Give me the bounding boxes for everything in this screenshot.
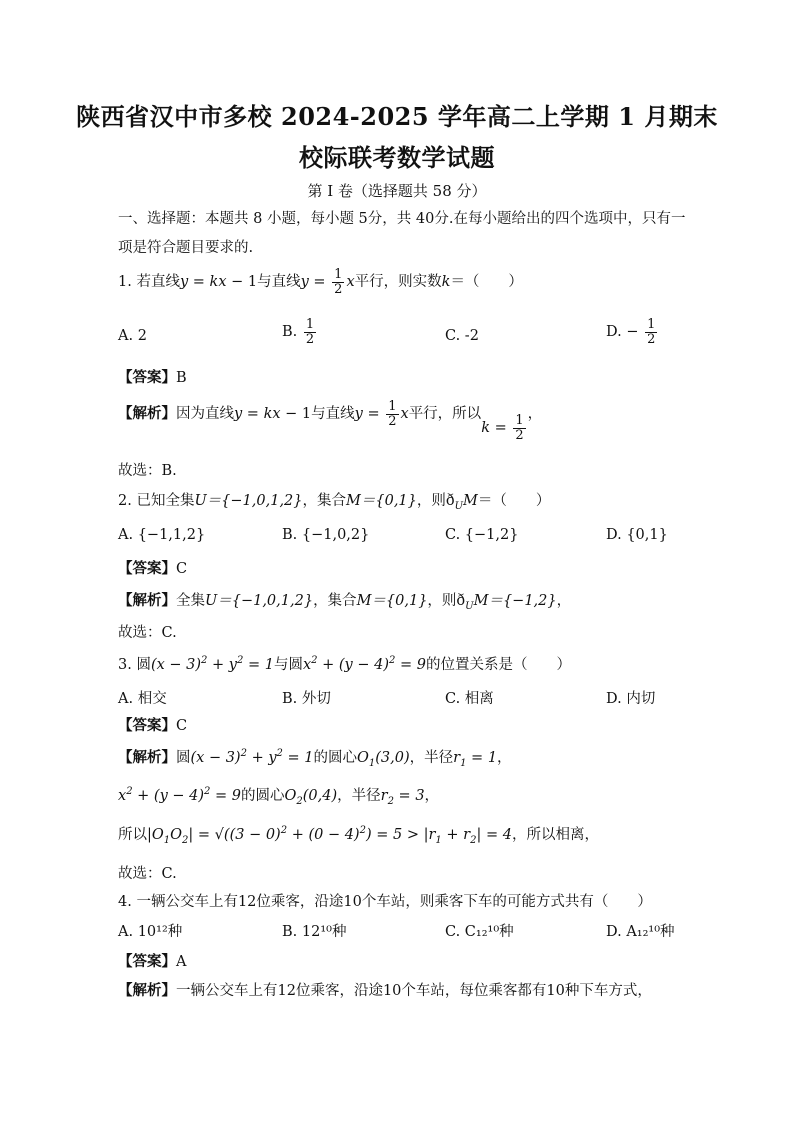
- analysis-text: ，半径: [409, 750, 454, 766]
- q1-option-a: A. 2: [118, 328, 147, 344]
- math-expression: kx: [263, 406, 281, 423]
- q2-option-d: D. {0,1}: [606, 527, 668, 543]
- math-expression: x: [346, 274, 355, 291]
- q3-option-d: D. 内切: [606, 691, 656, 707]
- distance-expression: $|O_1O_2| = √((3 - 0)^2 + (0 - 4)^2) = 5 > |r_1 + r_2| = 4$: [147, 825, 512, 846]
- analysis-result: ＝{−1,2}: [488, 593, 557, 609]
- question-text: 圆: [136, 657, 151, 673]
- question-3-stem: [118, 653, 571, 674]
- question-text: 若直线: [136, 274, 180, 291]
- q3-analysis-line1: [118, 746, 512, 769]
- analysis-text: ，所以相离，: [511, 827, 599, 843]
- analysis-text: 平行，所以: [408, 406, 482, 423]
- analysis-text: ，集合: [313, 593, 357, 609]
- q3-analysis-line3: [118, 823, 599, 846]
- circle-2-equation: $x^2 + (y - 4)^2 = 9$: [302, 655, 426, 673]
- question-4-stem: [118, 890, 652, 911]
- analysis-label: 【解析】: [118, 982, 176, 999]
- analysis-label: 【解析】: [118, 405, 176, 423]
- set-m-expression: M＝{0,1}: [356, 593, 428, 609]
- analysis-text: 所以: [118, 827, 147, 843]
- answer-value: C: [176, 561, 188, 577]
- question-text: 一辆公交车上有12位乘客，沿途10个车站，则乘客下车的可能方式共有（ ）: [136, 894, 652, 910]
- answer-label: 【答案】: [118, 953, 176, 970]
- question-number: 4.: [118, 894, 132, 910]
- question-text: 已知全集: [136, 493, 195, 509]
- set-m-expression: M＝{0,1}: [346, 493, 417, 509]
- q3-option-b: B. 外切: [282, 691, 331, 707]
- circle-1-equation: $(x - 3)^2 + y^2 = 1$: [190, 748, 314, 766]
- complement-expression: $ð_UM$: [456, 593, 489, 612]
- answer-label: 【答案】: [118, 369, 176, 386]
- question-number: 3.: [118, 657, 132, 673]
- q2-analysis: [118, 589, 571, 612]
- math-expression: k = $\frac{1}{2}$: [481, 413, 524, 443]
- question-2-stem: [118, 489, 550, 512]
- math-expression: y: [179, 274, 189, 291]
- math-expression: kx: [209, 274, 227, 291]
- q4-option-b: B. 12¹⁰种: [282, 924, 347, 940]
- question-number: 2.: [118, 493, 132, 509]
- analysis-text: ，: [556, 593, 572, 609]
- analysis-text: ，: [527, 406, 543, 423]
- q3-option-a: A. 相交: [118, 691, 167, 707]
- exam-title-line1: 陕西省汉中市多校 2024-2025 学年高二上学期 1 月期末: [76, 102, 718, 131]
- q2-answer: [118, 557, 187, 578]
- q4-option-d: D. A₁₂¹⁰种: [606, 924, 675, 940]
- q1-option-b: [282, 318, 318, 346]
- q4-option-c: C. C₁₂¹⁰种: [445, 924, 514, 940]
- analysis-label: 【解析】: [118, 749, 176, 766]
- center-o1: $O_1(3,0)$: [357, 750, 410, 769]
- question-text: 与圆: [273, 657, 303, 673]
- fraction-one-half: $\frac{1}{2}$: [305, 317, 315, 347]
- circle-1-equation: $(x - 3)^2 + y^2 = 1$: [150, 655, 274, 673]
- q3-option-c: C. 相离: [445, 691, 494, 707]
- question-text: ，则: [416, 493, 446, 509]
- q1-option-d: D. − $\frac{1}{2}$: [606, 317, 656, 347]
- q1-conclusion: 故选：B.: [118, 463, 177, 479]
- question-1-stem: 1. 若直线y = kx − 1与直线y = $\frac{1}{2}$ x平行，则实数k＝（ ）: [118, 267, 523, 297]
- q4-analysis: [118, 979, 652, 1000]
- q3-conclusion: 故选：C.: [118, 866, 177, 882]
- q2-option-b: B. {−1,0,2}: [282, 527, 370, 543]
- question-text: ，集合: [302, 493, 347, 509]
- math-expression: x: [400, 406, 409, 423]
- radius-r2: $r_2 = 3$: [380, 788, 425, 807]
- answer-value: A: [176, 954, 187, 970]
- question-text: 的位置关系是（ ）: [425, 657, 571, 673]
- math-expression: y: [234, 406, 243, 423]
- math-expression: y: [300, 274, 309, 291]
- question-text: ＝（ ）: [477, 493, 551, 509]
- fraction-one-half: $\frac{1}{2}$: [388, 399, 397, 429]
- option-label: B.: [282, 324, 298, 341]
- q1-option-c: C. -2: [445, 328, 479, 344]
- analysis-text: 圆: [176, 750, 191, 766]
- q2-conclusion: 故选：C.: [118, 625, 177, 641]
- set-u-expression: U＝{−1,0,1,2}: [205, 593, 314, 609]
- analysis-text: ，则: [427, 593, 457, 609]
- analysis-label: 【解析】: [118, 592, 176, 609]
- q3-analysis-line2: [118, 784, 439, 807]
- section-instructions-line1: 一、选择题：本题共 8 小题，每小题 5分，共 40分.在每小题给出的四个选项中，只有一: [118, 211, 686, 227]
- complement-expression: $ð_UM$: [445, 493, 478, 512]
- analysis-text: 因为直线: [176, 406, 234, 423]
- option-label: D.: [606, 324, 622, 341]
- answer-value: B: [176, 370, 187, 386]
- analysis-text: 与直线: [311, 406, 355, 423]
- answer-value: C: [176, 718, 188, 734]
- fraction-one-half: $\frac{1}{2}$: [647, 317, 656, 347]
- analysis-text: ，: [497, 750, 512, 766]
- q4-answer: [118, 950, 186, 971]
- question-text: ＝（ ）: [450, 274, 523, 291]
- q4-option-a: A. 10¹²种: [118, 924, 183, 940]
- set-u-expression: U＝{−1,0,1,2}: [194, 493, 303, 509]
- radius-r1: $r_1 = 1$: [453, 750, 498, 769]
- answer-label: 【答案】: [118, 717, 176, 734]
- q2-option-a: A. {−1,1,2}: [118, 527, 206, 543]
- answer-label: 【答案】: [118, 560, 176, 577]
- section-instructions-line2: 项是符合题目要求的.: [118, 240, 254, 256]
- fraction-one-half: $\frac{1}{2}$: [334, 267, 343, 297]
- math-expression: y: [354, 406, 363, 423]
- section-subtitle: 第 I 卷（选择题共 58 分）: [307, 182, 487, 200]
- circle-2-equation: $x^2 + (y - 4)^2 = 9$: [118, 786, 241, 804]
- analysis-text: ，半径: [337, 788, 381, 804]
- q3-answer: [118, 714, 187, 735]
- question-text: 与直线: [257, 274, 301, 291]
- analysis-text: 全集: [176, 593, 205, 609]
- q1-analysis: 【解析】因为直线y = kx − 1与直线y = $\frac{1}{2}$ x平行，所以k = $\frac{1}{2}$ ，: [118, 399, 543, 443]
- analysis-text: 的圆心: [241, 788, 285, 804]
- math-expression: k: [441, 274, 451, 291]
- q2-option-c: C. {−1,2}: [445, 527, 519, 543]
- question-number: 1.: [118, 274, 132, 291]
- exam-title-line2: 校际联考数学试题: [299, 143, 495, 172]
- center-o2: $O_2(0,4)$: [284, 788, 338, 807]
- analysis-text: ，: [424, 788, 440, 804]
- question-text: 平行，则实数: [354, 274, 442, 291]
- analysis-text: 一辆公交车上有12位乘客，沿途10个车站，每位乘客都有10种下车方式，: [176, 983, 652, 999]
- q1-answer: [118, 366, 187, 387]
- analysis-text: 的圆心: [313, 750, 357, 766]
